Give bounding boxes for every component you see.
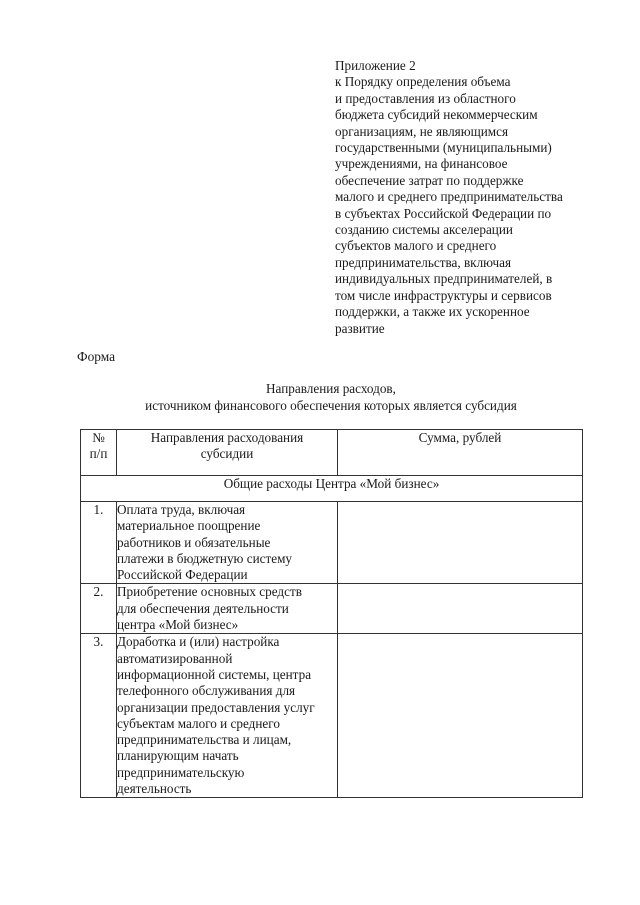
row-direction-line: Российской Федерации	[117, 567, 248, 583]
header-direction-line: Направления расходования	[150, 430, 304, 445]
appendix-line: предпринимательства, включая	[335, 254, 512, 270]
row-direction-line: планирующим начать	[117, 748, 239, 764]
row-number: 3.	[81, 634, 117, 798]
row-direction	[117, 584, 338, 634]
row-direction-line: субъектам малого и среднего	[117, 715, 280, 731]
appendix-line: к Порядку определения объема	[335, 74, 511, 90]
row-direction-line: центра «Мой бизнес»	[117, 617, 239, 633]
form-label: Форма	[77, 349, 116, 364]
row-direction-line: телефонного обслуживания для	[117, 683, 296, 699]
table-row	[81, 502, 583, 584]
appendix-line: организациям, не являющимся	[335, 123, 509, 139]
row-direction-line: деятельность	[117, 781, 192, 797]
row-direction-line: работников и обязательные	[117, 534, 271, 550]
appendix-line: бюджета субсидий некоммерческим	[335, 107, 538, 123]
appendix-line: и предоставления из областного	[335, 90, 516, 106]
row-direction-line: предпринимательскую	[117, 764, 245, 780]
row-sum-cell[interactable]	[338, 634, 583, 798]
appendix-line: том числе инфраструктуры и сервисов	[335, 287, 552, 303]
row-direction	[117, 502, 338, 584]
appendix-line: в субъектах Российской Федерации по	[335, 205, 552, 221]
section-row	[81, 476, 583, 502]
header-direction	[117, 430, 338, 476]
row-direction-line: материальное поощрение	[117, 518, 261, 534]
table-row	[81, 584, 583, 634]
row-number: 1.	[81, 502, 117, 584]
appendix-line: развитие	[335, 320, 385, 336]
appendix-line: созданию системы акселерации	[335, 222, 513, 238]
appendix-line: учреждениями, на финансовое	[335, 156, 508, 172]
row-sum-cell[interactable]	[338, 502, 583, 584]
section-title: Общие расходы Центра «Мой бизнес»	[81, 476, 583, 502]
row-number: 2.	[81, 584, 117, 634]
row-direction-line: для обеспечения деятельности	[117, 600, 289, 616]
appendix-line: субъектов малого и среднего	[335, 238, 497, 254]
row-sum-cell[interactable]	[338, 584, 583, 634]
row-direction-line: Оплата труда, включая	[117, 502, 246, 517]
row-direction-line: Доработка и (или) настройка	[117, 634, 280, 650]
appendix-line: обеспечение затрат по поддержке	[335, 172, 524, 188]
appendix-line: индивидуальных предпринимателей, в	[335, 271, 553, 287]
header-number	[81, 430, 117, 476]
row-direction-line: платежи в бюджетную систему	[117, 550, 293, 566]
appendix-block	[335, 58, 595, 337]
row-direction-line: организации предоставления услуг	[117, 699, 315, 715]
table-row	[81, 634, 583, 798]
row-direction-line: автоматизированной	[117, 650, 233, 666]
document-title-line: источником финансового обеспечения которых является субсидия	[145, 397, 517, 413]
expenses-table	[80, 429, 583, 798]
appendix-line: Приложение 2	[335, 58, 416, 73]
appendix-line: малого и среднего предпринимательства	[335, 189, 563, 205]
table-header-row	[81, 430, 583, 476]
header-direction-line: субсидии	[200, 446, 254, 462]
document-title-line: Направления расходов,	[266, 381, 396, 396]
header-number-line: №	[92, 430, 105, 445]
header-number-line: п/п	[89, 446, 108, 462]
row-direction	[117, 634, 338, 798]
appendix-line: поддержки, а также их ускоренное	[335, 304, 530, 320]
header-sum: Сумма, рублей	[338, 430, 583, 476]
row-direction-line: предпринимательства и лицам,	[117, 732, 292, 748]
row-direction-line: Приобретение основных средств	[117, 584, 302, 600]
row-direction-line: информационной системы, центра	[117, 666, 312, 682]
document-title	[80, 381, 582, 414]
appendix-line: государственными (муниципальными)	[335, 140, 552, 156]
